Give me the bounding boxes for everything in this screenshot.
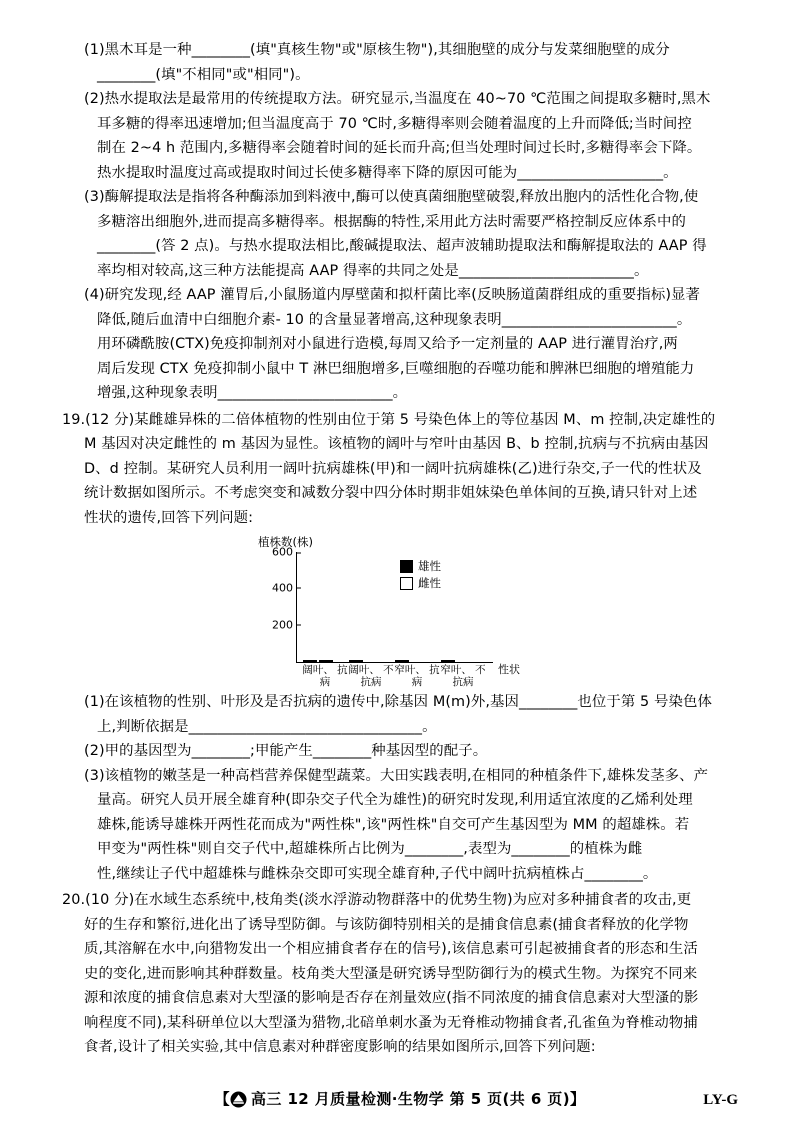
q18-part1-line2: ________(填"不相同"或"相同")。 (97, 66, 310, 83)
footer-center-group (215, 1088, 586, 1109)
q18-part3-line4: 率均相对较高,这三种方法能提高 AAP 得率的共同之处是________________________。 (97, 262, 649, 279)
chart-x-labels (296, 664, 498, 688)
q18-part2-line2: 耳多糖的得率迅速增加;但当温度高于 70 ℃时,多糖得率则会随着温度的上升而降低;当时间控 (97, 115, 692, 132)
q18-part4-line3: 用环磷酰胺(CTX)免疫抑制剂对小鼠进行造模,每周又给予一定剂量的 AAP 进行灌胃治疗,两 (97, 336, 678, 352)
q19-part3-line4: 甲变为"两性株"则自交子代中,超雄株所占比例为________,表型为________的植株为雌 (97, 841, 643, 857)
question-19 (62, 408, 738, 887)
footer-left-bracket: 【 (214, 1090, 231, 1108)
q18-part2-line4: 热水提取时温度过高或提取时间过长使多糖得率下降的原因可能为____________________。 (97, 164, 678, 181)
q18-part1-line1: (1)黑木耳是一种________(填"真核生物"或"原核生物"),其细胞壁的成分与发菜细胞壁的成分 (84, 42, 670, 58)
chart-xlabel-4: 窄叶、 不抗病 (440, 664, 486, 688)
chart-bar-group-4 (441, 660, 487, 662)
q20-stem-line4: 史的变化,进而影响其种群数量。枝角类大型溞是研究诱导型防御行为的模式生物。为探究不同来 (84, 965, 698, 982)
q19-stem-line5: 性状的遗传,回答下列问题: (84, 509, 254, 526)
q18-part4-line2: 降低,随后血清中白细胞介素- 10 的含量显著增高,这种现象表明________________________。 (97, 311, 692, 328)
chart-bar-group-1 (303, 660, 349, 662)
q19-stem-line3: D、d 控制。某研究人员利用一阔叶抗病雄株(甲)和一阔叶抗病雄株(乙)进行杂交,子一代的性状及 (84, 460, 702, 477)
bar-female-1 (319, 660, 333, 662)
bar-female-3 (395, 660, 409, 662)
chart-bar-group-2 (349, 660, 395, 662)
chart-bars (297, 552, 493, 662)
q18-part4-line1: (4)研究发现,经 AAP 灌胃后,小鼠肠道内厚壁菌和拟杆菌比率(反映肠道菌群组成的重要指标)显著 (84, 287, 701, 303)
footer-right-bracket: 】 (569, 1090, 586, 1108)
chart-xlabel-1: 阔叶、 抗病 (302, 664, 348, 688)
question-20 (62, 888, 738, 1060)
chart-ytick-600: 600 (272, 546, 297, 559)
q20-stem-line6: 响程度不同),某科研单位以大型溞为猎物,北碚单刺水蚤为无脊椎动物捕食者,孔雀鱼为脊椎动物捕 (84, 1014, 698, 1031)
chart-xlabel-3: 窄叶、 抗病 (394, 664, 440, 688)
q20-stem-line7: 食者,设计了相关实验,其中信息素对种群密度影响的结果如图所示,回答下列问题: (84, 1039, 596, 1055)
legend-label-male: 雄性 (418, 559, 441, 573)
q18-part4-line4: 周后发现 CTX 免疫抑制小鼠中 T 淋巴细胞增多,巨噬细胞的吞噬功能和脾淋巴细胞的增殖能力 (97, 360, 695, 377)
bar-male-1 (303, 660, 317, 662)
q20-stem-line5: 源和浓度的捕食信息素对大型溞的影响是否存在剂量效应(指不同浓度的捕食信息素对大型溞的影 (84, 990, 699, 1006)
q18-part3-line3: ________(答 2 点)。与热水提取法相比,酸碱提取法、超声波辅助提取法和酶解提取法的 AAP 得 (97, 238, 707, 254)
q20-stem-line2: 好的生存和繁衍,进化出了诱导型防御。与该防御特别相关的是捕食信息素(捕食者释放的化学物 (84, 916, 689, 933)
footer-center-text: 高三 12 月质量检测·生物学 第 5 页(共 6 页) (251, 1090, 570, 1108)
q19-part3-line5: 性,继续让子代中超雄株与雌株杂交即可实现全雄育种,子代中阔叶抗病植株占________。 (97, 865, 658, 882)
q20-stem-line3: 质,其溶解在水中,向猎物发出一个相应捕食者存在的信号),该信息素可引起被捕食者的形态和生活 (84, 941, 698, 957)
q18-part4-line5: 增强,这种现象表明________________________。 (97, 385, 408, 401)
q19-part1-line2: 上,判断依据是________________________________。 (97, 718, 437, 735)
q19-part3-line2: 量高。研究人员开展全雄育种(即杂交子代全为雄性)的研究时发现,利用适宜浓度的乙烯利处理 (97, 792, 693, 808)
q19-part3-line3: 雄株,能诱导雄株开两性花而成为"两性株",该"两性株"自交可产生基因型为 MM 的超雄株。若 (97, 816, 690, 833)
q19-stem-line4: 统计数据如图所示。不考虑突变和减数分裂中四分体时期非姐妹染色单体间的互换,请只针对上述 (84, 485, 698, 501)
chart-y-axis-label: 植株数(株) (258, 535, 313, 549)
legend-label-female: 雌性 (418, 576, 441, 590)
chart-xlabel-2: 阔叶、 不抗病 (348, 664, 394, 688)
genetics-bar-chart (250, 536, 550, 686)
bar-male-4 (441, 660, 455, 662)
page-footer (0, 1088, 800, 1109)
q20-stem-line1: 20.(10 分)在水域生态系统中,枝角类(淡水浮游动物群落中的优势生物)为应对多种捕食者的攻击,更 (62, 892, 692, 908)
chart-ytick-400: 400 (272, 581, 297, 594)
question-18-parts (62, 38, 738, 406)
q18-part3-line1: (3)酶解提取法是指将各种酶添加到料液中,酶可以使真菌细胞壁破裂,释放出胞内的活性化合物,使 (84, 189, 699, 205)
chart-bar-group-3 (395, 660, 441, 662)
q19-stem-line2: M 基因对决定雌性的 m 基因为显性。该植物的阔叶与窄叶由基因 B、b 控制,抗病与不抗病由基因 (84, 436, 709, 452)
q19-stem-line1: 19.(12 分)某雌雄异株的二倍体植物的性别由位于第 5 号染色体上的等位基因 M、m 控制,决定雄性的 (62, 411, 716, 428)
chart-ytick-200: 200 (272, 618, 297, 631)
chart-x-axis-label: 性状 (498, 663, 520, 676)
q18-part2-line3: 制在 2~4 h 范围内,多糖得率会随着时间的延长而升高;但当处理时间过长时,多糖得率会下降。 (97, 140, 702, 156)
school-logo-icon (230, 1091, 247, 1108)
footer-code: LY-G (703, 1092, 738, 1108)
bar-male-2 (349, 660, 363, 662)
q19-part1-line1: (1)在该植物的性别、叶形及是否抗病的遗传中,除基因 M(m)外,基因________也位于第 5 号染色体 (84, 694, 712, 710)
q19-part2-line1: (2)甲的基因型为________;甲能产生________种基因型的配子。 (84, 743, 488, 759)
chart-plot-area (272, 545, 493, 663)
q19-part3-line1: (3)该植物的嫩茎是一种高档营养保健型蔬菜。大田实践表明,在相同的种植条件下,雄株发茎多、产 (84, 767, 709, 784)
q18-part3-line2: 多糖溶出细胞外,进而提高多糖得率。根据酶的特性,采用此方法时需要严格控制反应体系中的 (97, 213, 686, 230)
q18-part2-line1: (2)热水提取法是最常用的传统提取方法。研究显示,当温度在 40~70 ℃范围之间提取多糖时,黑木 (84, 91, 711, 107)
